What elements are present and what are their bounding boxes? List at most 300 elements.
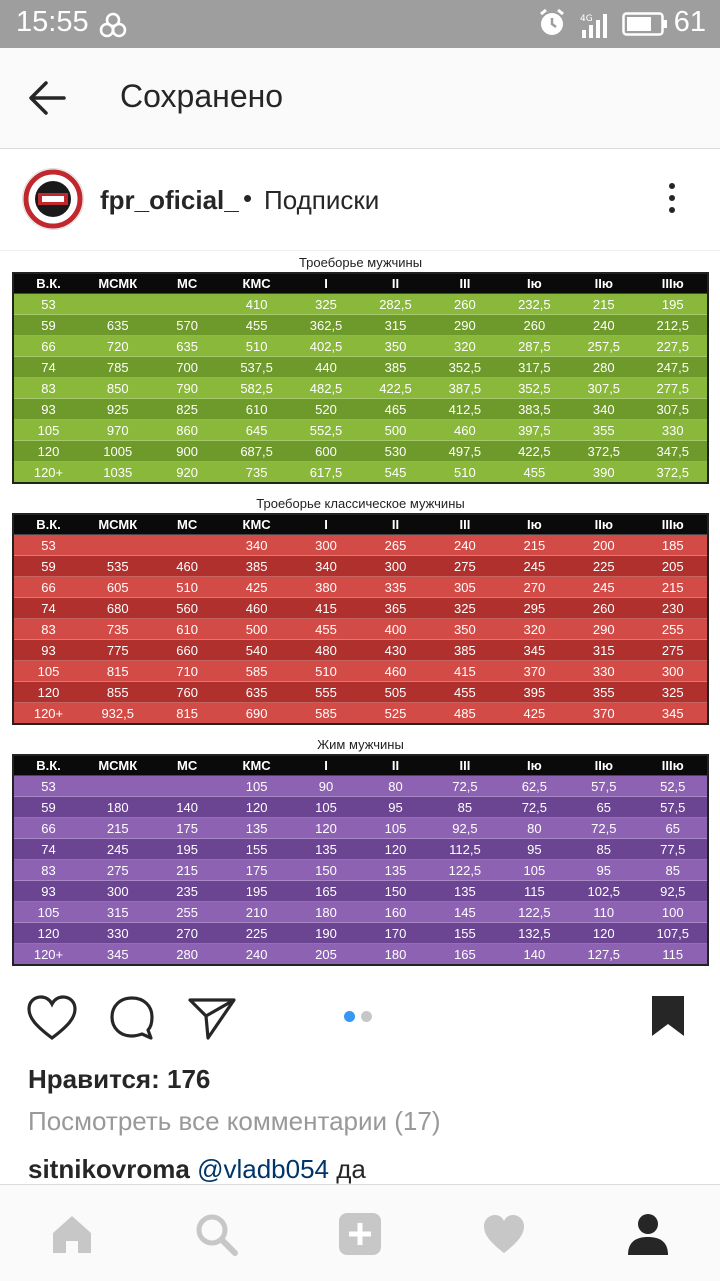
column-header: IIю: [569, 755, 638, 776]
table-cell: 155: [222, 839, 291, 860]
table-cell: 390: [569, 462, 638, 484]
table-cell: 287,5: [500, 336, 569, 357]
table-cell: 775: [83, 640, 152, 661]
table-cell: 325: [639, 682, 709, 703]
table-cell: 107,5: [639, 923, 709, 944]
weight-class-cell: 105: [13, 902, 83, 923]
table-cell: 95: [569, 860, 638, 881]
table-cell: 440: [291, 357, 360, 378]
column-header: I: [291, 514, 360, 535]
table-cell: 110: [569, 902, 638, 923]
table-cell: 785: [83, 357, 152, 378]
table-cell: 497,5: [430, 441, 499, 462]
table-cell: 530: [361, 441, 430, 462]
view-all-comments-link[interactable]: Посмотреть все комментарии (17): [28, 1106, 441, 1136]
weight-class-cell: 74: [13, 598, 83, 619]
comment-text: да: [336, 1154, 366, 1184]
table-cell: 485: [430, 703, 499, 725]
table-cell: 275: [83, 860, 152, 881]
table-cell: 855: [83, 682, 152, 703]
table-row: [13, 294, 708, 315]
comment-mention[interactable]: @vladb054: [197, 1154, 329, 1184]
table-cell: [152, 776, 221, 797]
carousel-dot-active: [344, 1011, 355, 1022]
table-cell: 165: [430, 944, 499, 966]
column-header: Iю: [500, 273, 569, 294]
column-header: В.К.: [13, 514, 83, 535]
table-cell: 510: [291, 661, 360, 682]
table-cell: 215: [569, 294, 638, 315]
table-cell: 175: [152, 818, 221, 839]
profile-icon[interactable]: [625, 1211, 671, 1257]
table-cell: 660: [152, 640, 221, 661]
table-cell: 585: [222, 661, 291, 682]
column-header: КМС: [222, 755, 291, 776]
table-cell: 605: [83, 577, 152, 598]
table-cell: 120: [291, 818, 360, 839]
table-cell: 315: [569, 640, 638, 661]
table-row: [13, 944, 708, 966]
table-row: [13, 703, 708, 725]
table-cell: 325: [291, 294, 360, 315]
table-cell: 460: [152, 556, 221, 577]
column-header: IIю: [569, 273, 638, 294]
table-cell: 300: [291, 535, 360, 556]
table-cell: 195: [639, 294, 709, 315]
post-header: [0, 150, 720, 251]
table-cell: 65: [569, 797, 638, 818]
weight-class-cell: 53: [13, 535, 83, 556]
table-cell: 307,5: [569, 378, 638, 399]
comment-icon[interactable]: [108, 994, 156, 1042]
column-header: МС: [152, 514, 221, 535]
table-cell: 455: [500, 462, 569, 484]
table-cell: 92,5: [430, 818, 499, 839]
weight-class-cell: 59: [13, 315, 83, 336]
table-cell: 270: [152, 923, 221, 944]
table-row: [13, 441, 708, 462]
table-row: [13, 881, 708, 902]
table-cell: 610: [222, 399, 291, 420]
table-cell: 265: [361, 535, 430, 556]
table-row: [13, 619, 708, 640]
table-cell: 122,5: [500, 902, 569, 923]
table-row: [13, 902, 708, 923]
status-time: 15:55: [16, 6, 89, 38]
table-cell: 710: [152, 661, 221, 682]
table-cell: [152, 535, 221, 556]
svg-text:4G: 4G: [580, 14, 593, 24]
table-cell: 95: [500, 839, 569, 860]
back-arrow-icon[interactable]: [26, 78, 68, 118]
table-title: Троеборье мужчины: [298, 255, 423, 270]
add-icon[interactable]: [337, 1211, 383, 1257]
table-cell: 215: [639, 577, 709, 598]
logo-icon: [23, 169, 83, 229]
column-header: II: [361, 273, 430, 294]
table-row: [13, 640, 708, 661]
table-cell: 132,5: [500, 923, 569, 944]
table-cell: 62,5: [500, 776, 569, 797]
home-icon[interactable]: [49, 1211, 95, 1257]
table-cell: 305: [430, 577, 499, 598]
table-cell: 383,5: [500, 399, 569, 420]
table-cell: 380: [291, 577, 360, 598]
page-title: Сохранено: [120, 78, 284, 114]
table-cell: 175: [222, 860, 291, 881]
table-cell: 352,5: [430, 357, 499, 378]
table-cell: 180: [361, 944, 430, 966]
avatar[interactable]: [22, 168, 84, 230]
table-cell: 352,5: [500, 378, 569, 399]
table-cell: 460: [361, 661, 430, 682]
column-header: МС: [152, 273, 221, 294]
table-cell: 127,5: [569, 944, 638, 966]
table-cell: 240: [569, 315, 638, 336]
table-cell: 415: [430, 661, 499, 682]
weight-class-cell: 66: [13, 577, 83, 598]
table-cell: [83, 294, 152, 315]
alarm-icon: [538, 8, 566, 38]
table-row: [13, 661, 708, 682]
table-cell: 690: [222, 703, 291, 725]
table-cell: 815: [83, 661, 152, 682]
table-cell: 317,5: [500, 357, 569, 378]
table-cell: 307,5: [639, 399, 709, 420]
table-cell: 282,5: [361, 294, 430, 315]
table-cell: 425: [222, 577, 291, 598]
table-cell: 232,5: [500, 294, 569, 315]
table-cell: 115: [500, 881, 569, 902]
separator-dot: •: [243, 183, 253, 213]
table-cell: 370: [569, 703, 638, 725]
carousel-dot: [361, 1011, 372, 1022]
table-cell: 430: [361, 640, 430, 661]
table-cell: 545: [361, 462, 430, 484]
table-cell: 510: [222, 336, 291, 357]
table-cell: 400: [361, 619, 430, 640]
table-cell: 90: [291, 776, 360, 797]
table-cell: 455: [291, 619, 360, 640]
table-cell: 150: [361, 881, 430, 902]
table-cell: 385: [430, 640, 499, 661]
table-cell: 135: [291, 839, 360, 860]
table-cell: 315: [83, 902, 152, 923]
column-header: КМС: [222, 514, 291, 535]
table-cell: 135: [361, 860, 430, 881]
table-cell: 350: [361, 336, 430, 357]
table-cell: 145: [430, 902, 499, 923]
table-cell: 245: [569, 577, 638, 598]
weight-class-cell: 59: [13, 797, 83, 818]
table-cell: 395: [500, 682, 569, 703]
column-header: IIIю: [639, 755, 709, 776]
table-title: Жим мужчины: [317, 737, 404, 752]
table-cell: 525: [361, 703, 430, 725]
table-row: [13, 315, 708, 336]
column-header: III: [430, 755, 499, 776]
table-cell: 422,5: [500, 441, 569, 462]
table-cell: 617,5: [291, 462, 360, 484]
table-cell: 300: [639, 661, 709, 682]
table-cell: 1035: [83, 462, 152, 484]
following-button[interactable]: Подписки: [264, 185, 380, 215]
app-header: [0, 48, 720, 149]
table-cell: 635: [83, 315, 152, 336]
table-cell: 115: [639, 944, 709, 966]
table: [12, 272, 709, 484]
table-row: [13, 378, 708, 399]
table-cell: 340: [222, 535, 291, 556]
column-header: КМС: [222, 273, 291, 294]
table-row: [13, 577, 708, 598]
table-row: [13, 336, 708, 357]
table-cell: 260: [430, 294, 499, 315]
table-row: [13, 682, 708, 703]
table-cell: 425: [500, 703, 569, 725]
table-cell: 72,5: [500, 797, 569, 818]
table-cell: 275: [430, 556, 499, 577]
table-cell: 850: [83, 378, 152, 399]
table-cell: 320: [500, 619, 569, 640]
table-cell: 760: [152, 682, 221, 703]
table-cell: 582,5: [222, 378, 291, 399]
table-cell: 150: [291, 860, 360, 881]
table-cell: 372,5: [569, 441, 638, 462]
weight-class-cell: 105: [13, 661, 83, 682]
weight-class-cell: 74: [13, 839, 83, 860]
table-cell: 825: [152, 399, 221, 420]
table-row: [13, 357, 708, 378]
like-count[interactable]: Нравится: 176: [28, 1064, 211, 1094]
standards-table-classic: [12, 495, 709, 725]
table-cell: 57,5: [639, 797, 709, 818]
column-header: III: [430, 514, 499, 535]
table-cell: 500: [361, 420, 430, 441]
table-cell: 205: [639, 556, 709, 577]
table-cell: 687,5: [222, 441, 291, 462]
table-cell: 105: [361, 818, 430, 839]
table-row: [13, 598, 708, 619]
table-cell: 330: [83, 923, 152, 944]
column-header: Iю: [500, 755, 569, 776]
table-cell: 790: [152, 378, 221, 399]
table-row: [13, 923, 708, 944]
weight-class-cell: 59: [13, 556, 83, 577]
table-cell: 680: [83, 598, 152, 619]
table-cell: 585: [291, 703, 360, 725]
table-cell: 195: [222, 881, 291, 902]
table-cell: 410: [222, 294, 291, 315]
weight-class-cell: 53: [13, 776, 83, 797]
column-header: В.К.: [13, 755, 83, 776]
table-cell: 402,5: [291, 336, 360, 357]
table-cell: 275: [639, 640, 709, 661]
table-cell: 370: [500, 661, 569, 682]
column-header: II: [361, 514, 430, 535]
table-cell: 200: [569, 535, 638, 556]
table-cell: 340: [291, 556, 360, 577]
table-cell: 345: [500, 640, 569, 661]
table-cell: 180: [291, 902, 360, 923]
table-cell: 165: [291, 881, 360, 902]
weight-class-cell: 66: [13, 336, 83, 357]
table-cell: 355: [569, 682, 638, 703]
table-cell: 720: [83, 336, 152, 357]
table-cell: 345: [83, 944, 152, 966]
weight-class-cell: 120+: [13, 944, 83, 966]
table-cell: 455: [222, 315, 291, 336]
bookmark-icon[interactable]: [650, 994, 686, 1038]
column-header: МСМК: [83, 514, 152, 535]
table-cell: 92,5: [639, 881, 709, 902]
table-cell: 65: [639, 818, 709, 839]
post-username[interactable]: fpr_oficial_: [100, 185, 239, 215]
table-cell: 102,5: [569, 881, 638, 902]
table-cell: [152, 294, 221, 315]
table-cell: 537,5: [222, 357, 291, 378]
weight-class-cell: 105: [13, 420, 83, 441]
table-cell: 735: [83, 619, 152, 640]
table-cell: 227,5: [639, 336, 709, 357]
table-cell: 385: [222, 556, 291, 577]
column-header: III: [430, 273, 499, 294]
table-row: [13, 839, 708, 860]
table-cell: 540: [222, 640, 291, 661]
table-cell: 920: [152, 462, 221, 484]
table-cell: 80: [500, 818, 569, 839]
table-cell: 520: [291, 399, 360, 420]
table-cell: 320: [430, 336, 499, 357]
weight-class-cell: 83: [13, 860, 83, 881]
table-cell: 210: [222, 902, 291, 923]
table-cell: 235: [152, 881, 221, 902]
table-cell: 387,5: [430, 378, 499, 399]
share-icon[interactable]: [186, 994, 238, 1042]
more-options-icon[interactable]: [660, 180, 684, 216]
table-cell: 422,5: [361, 378, 430, 399]
table-cell: 610: [152, 619, 221, 640]
comment-username[interactable]: sitnikovroma: [28, 1154, 190, 1184]
table-cell: 465: [361, 399, 430, 420]
table-cell: 735: [222, 462, 291, 484]
table-cell: 645: [222, 420, 291, 441]
table-cell: 290: [430, 315, 499, 336]
table-cell: 270: [500, 577, 569, 598]
table-cell: 120: [361, 839, 430, 860]
table-cell: 260: [569, 598, 638, 619]
table-cell: 85: [430, 797, 499, 818]
table-cell: 225: [222, 923, 291, 944]
table-cell: 900: [152, 441, 221, 462]
table-cell: 560: [152, 598, 221, 619]
table-cell: 180: [83, 797, 152, 818]
table-cell: 500: [222, 619, 291, 640]
table-cell: 185: [639, 535, 709, 556]
table-cell: 300: [83, 881, 152, 902]
column-header: II: [361, 755, 430, 776]
table-cell: 385: [361, 357, 430, 378]
table-cell: 120: [569, 923, 638, 944]
carousel-indicator: [344, 1009, 378, 1027]
table-cell: 460: [430, 420, 499, 441]
activity-icon[interactable]: [481, 1211, 527, 1257]
table-cell: 330: [639, 420, 709, 441]
table-cell: 257,5: [569, 336, 638, 357]
table-cell: 105: [500, 860, 569, 881]
weight-class-cell: 66: [13, 818, 83, 839]
table-cell: 415: [291, 598, 360, 619]
table-cell: 72,5: [569, 818, 638, 839]
table-cell: 700: [152, 357, 221, 378]
table-row: [13, 776, 708, 797]
table-cell: 925: [83, 399, 152, 420]
column-header: Iю: [500, 514, 569, 535]
search-icon[interactable]: [193, 1211, 239, 1257]
table-cell: 315: [361, 315, 430, 336]
weight-class-cell: 83: [13, 378, 83, 399]
table-cell: 120: [222, 797, 291, 818]
column-header: IIIю: [639, 273, 709, 294]
weight-class-cell: 120+: [13, 703, 83, 725]
weight-class-cell: 120: [13, 682, 83, 703]
table-cell: 72,5: [430, 776, 499, 797]
table-cell: 230: [639, 598, 709, 619]
column-header: МСМК: [83, 273, 152, 294]
table-cell: 105: [222, 776, 291, 797]
table: [12, 754, 709, 966]
table-cell: 195: [152, 839, 221, 860]
column-header: МСМК: [83, 755, 152, 776]
table-cell: 860: [152, 420, 221, 441]
table-cell: 330: [569, 661, 638, 682]
table-cell: 112,5: [430, 839, 499, 860]
table-cell: 85: [639, 860, 709, 881]
column-header: IIю: [569, 514, 638, 535]
table-cell: 482,5: [291, 378, 360, 399]
table-cell: 600: [291, 441, 360, 462]
column-header: IIIю: [639, 514, 709, 535]
pinwheel-icon: [96, 10, 130, 40]
table-cell: 215: [500, 535, 569, 556]
bottom-navigation: [0, 1184, 720, 1281]
table-cell: 555: [291, 682, 360, 703]
table-row: [13, 535, 708, 556]
standards-table-powerlifting: [12, 254, 709, 484]
table-cell: 240: [222, 944, 291, 966]
table-cell: 105: [291, 797, 360, 818]
table-cell: 170: [361, 923, 430, 944]
post-image[interactable]: [0, 252, 720, 970]
signal-icon: [578, 12, 608, 38]
table: [12, 513, 709, 725]
table-cell: 212,5: [639, 315, 709, 336]
weight-class-cell: 120: [13, 923, 83, 944]
weight-class-cell: 93: [13, 399, 83, 420]
table-cell: 247,5: [639, 357, 709, 378]
table-cell: 505: [361, 682, 430, 703]
table-cell: 140: [152, 797, 221, 818]
heart-icon[interactable]: [26, 994, 78, 1042]
table-cell: 570: [152, 315, 221, 336]
table-cell: 412,5: [430, 399, 499, 420]
table-cell: 397,5: [500, 420, 569, 441]
column-header: I: [291, 755, 360, 776]
table-row: [13, 797, 708, 818]
table-cell: 240: [430, 535, 499, 556]
table-cell: 85: [569, 839, 638, 860]
table-cell: 140: [500, 944, 569, 966]
